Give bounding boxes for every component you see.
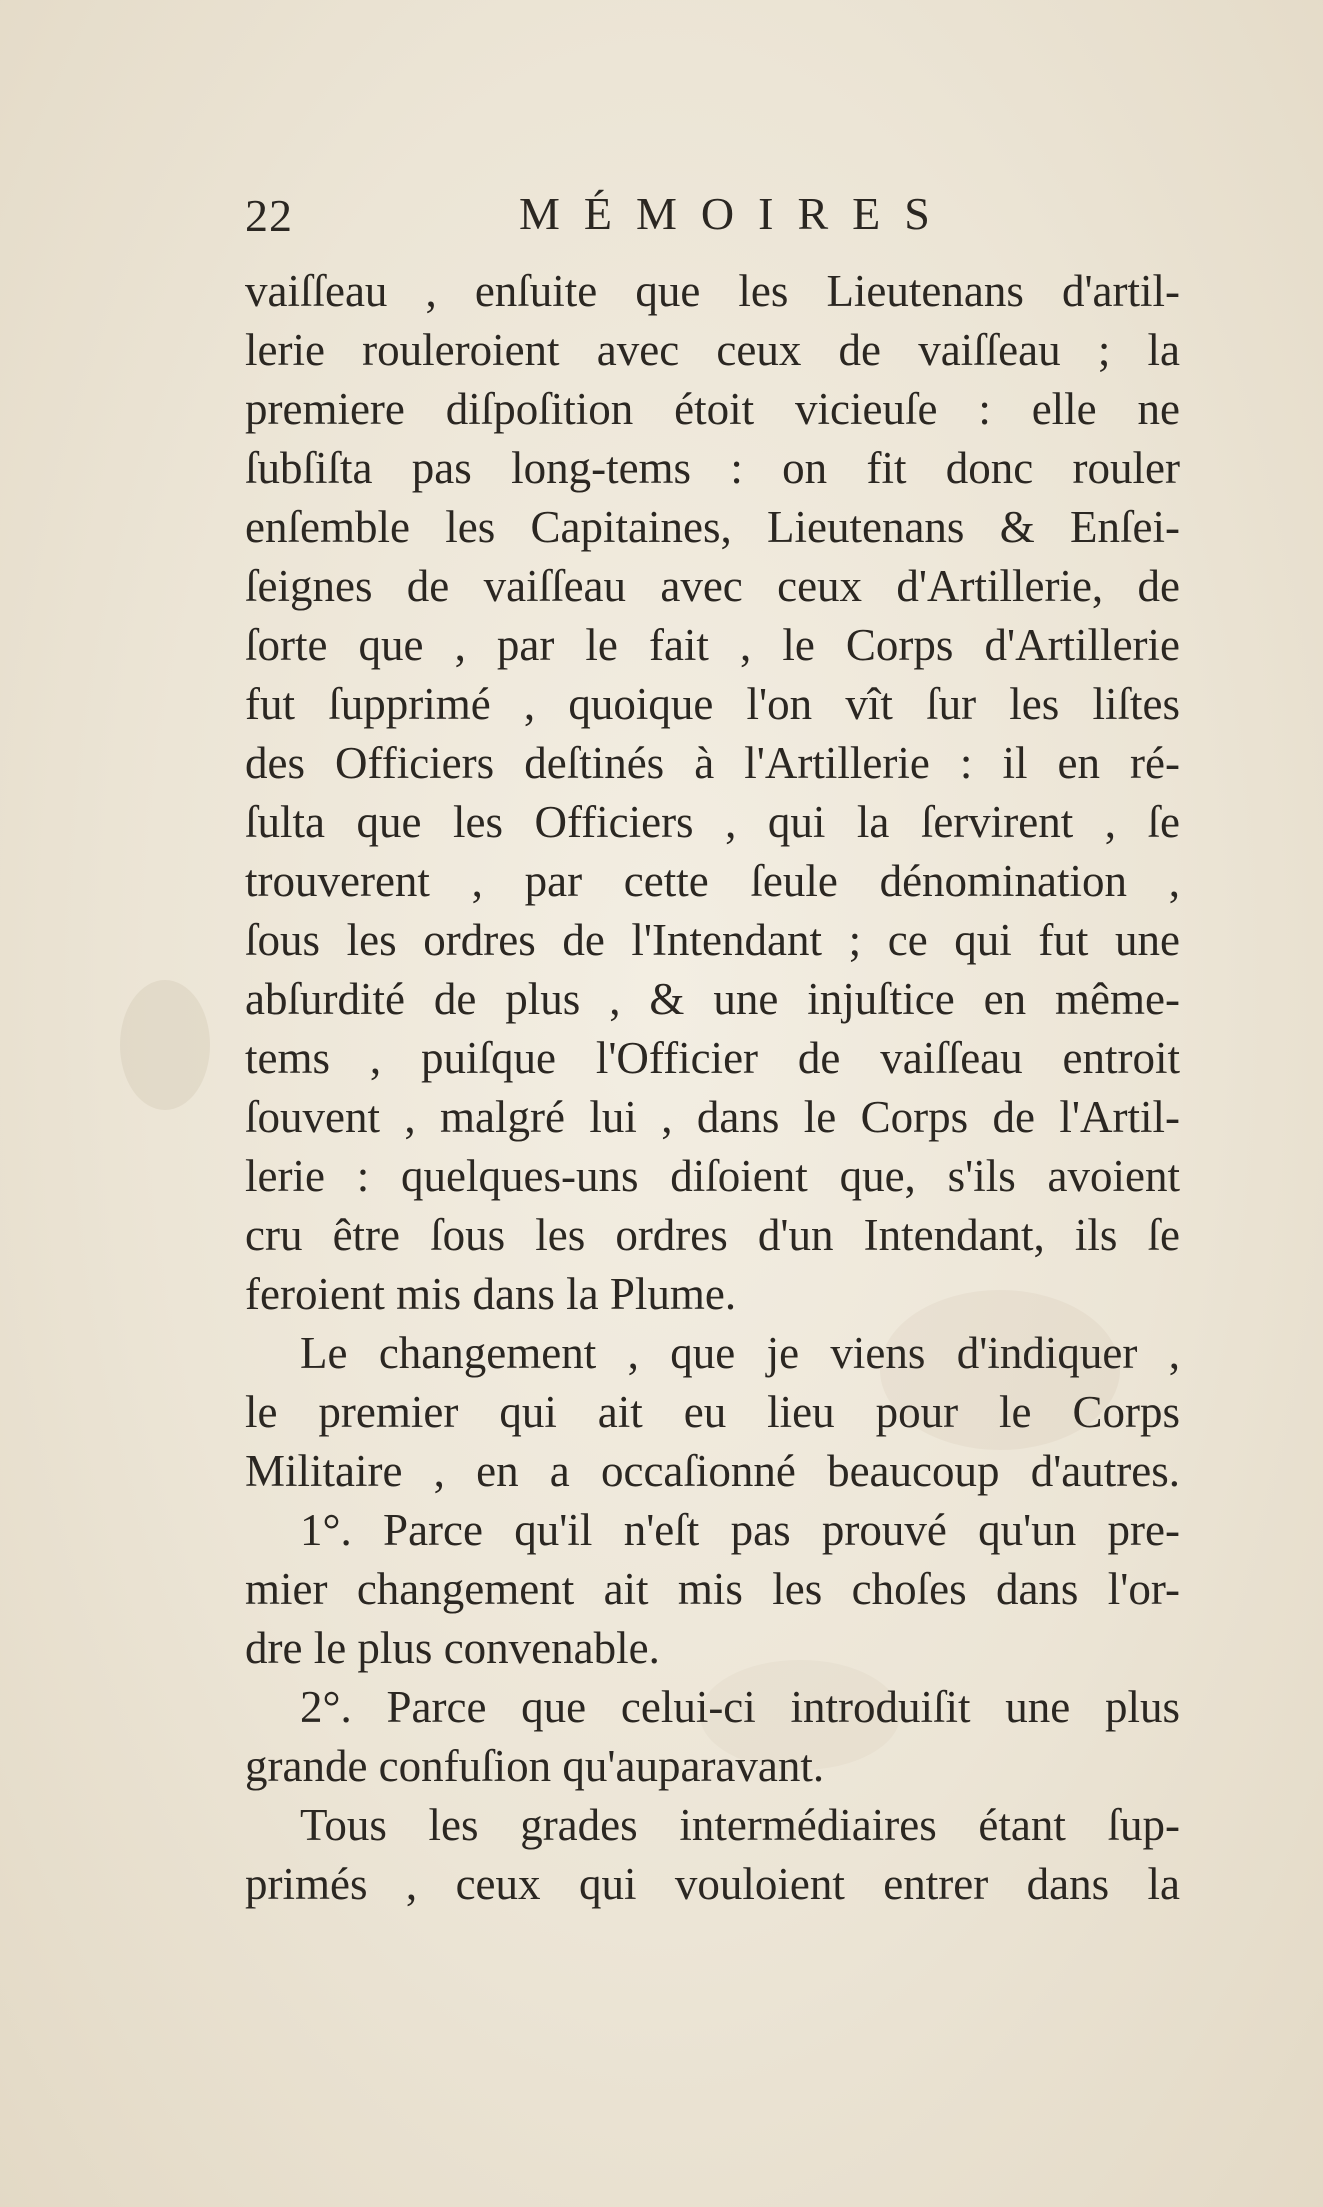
text-line: cru être ſous les ordres d'un Intendant, ils ſe [245,1210,1180,1260]
text-line: mier changement ait mis les choſes dans l'or- [245,1564,1180,1614]
text-line: tems , puiſque l'Officier de vaiſſeau entroit [245,1033,1180,1083]
text-line: feroient mis dans la Plume. [245,1269,737,1319]
text-line: enſemble les Capitaines, Lieutenans & Enſei- [245,502,1180,552]
text-line: trouverent , par cette ſeule dénomination , [245,856,1180,906]
text-line: Militaire , en a occaſionné beaucoup d'autres. [245,1446,1180,1496]
text-line: lerie : quelques-uns diſoient que, s'ils avoient [245,1151,1180,1201]
running-title: MÉMOIRES [519,188,954,239]
text-line: le premier qui ait eu lieu pour le Corps [245,1387,1180,1437]
running-head [245,183,1175,253]
text-line: ſouvent , malgré lui , dans le Corps de l'Artil- [245,1092,1180,1142]
paper-stain [120,980,210,1110]
text-line: 2°. Parce que celui-ci introduiſit une plus [300,1682,1180,1732]
text-line: 1°. Parce qu'il n'eſt pas prouvé qu'un pre- [300,1505,1180,1555]
text-line: ſeignes de vaiſſeau avec ceux d'Artillerie, de [245,561,1180,611]
text-line: Tous les grades intermédiaires étant ſup- [300,1800,1180,1850]
page-number: 22 [245,190,293,241]
text-line: primés , ceux qui vouloient entrer dans la [245,1859,1180,1909]
text-line: ſous les ordres de l'Intendant ; ce qui fut une [245,915,1180,965]
text-line: ſorte que , par le fait , le Corps d'Artillerie [245,620,1180,670]
text-line: des Officiers deſtinés à l'Artillerie : il en ré- [245,738,1180,788]
text-line: ſulta que les Officiers , qui la ſervirent , ſe [245,797,1180,847]
text-line: grande confuſion qu'auparavant. [245,1741,825,1791]
text-line: ſubſiſta pas long-tems : on fit donc rouler [245,443,1180,493]
text-line: Le changement , que je viens d'indiquer , [300,1328,1180,1378]
text-line: vaiſſeau , enſuite que les Lieutenans d'artil- [245,266,1180,316]
text-line: abſurdité de plus , & une injuſtice en même- [245,974,1180,1024]
body-text [245,262,1180,1914]
text-line: premiere diſpoſition étoit vicieuſe : elle ne [245,384,1180,434]
text-line: dre le plus convenable. [245,1623,660,1673]
text-line: lerie rouleroient avec ceux de vaiſſeau ; la [245,325,1180,375]
text-line: fut ſupprimé , quoique l'on vît ſur les liſtes [245,679,1180,729]
